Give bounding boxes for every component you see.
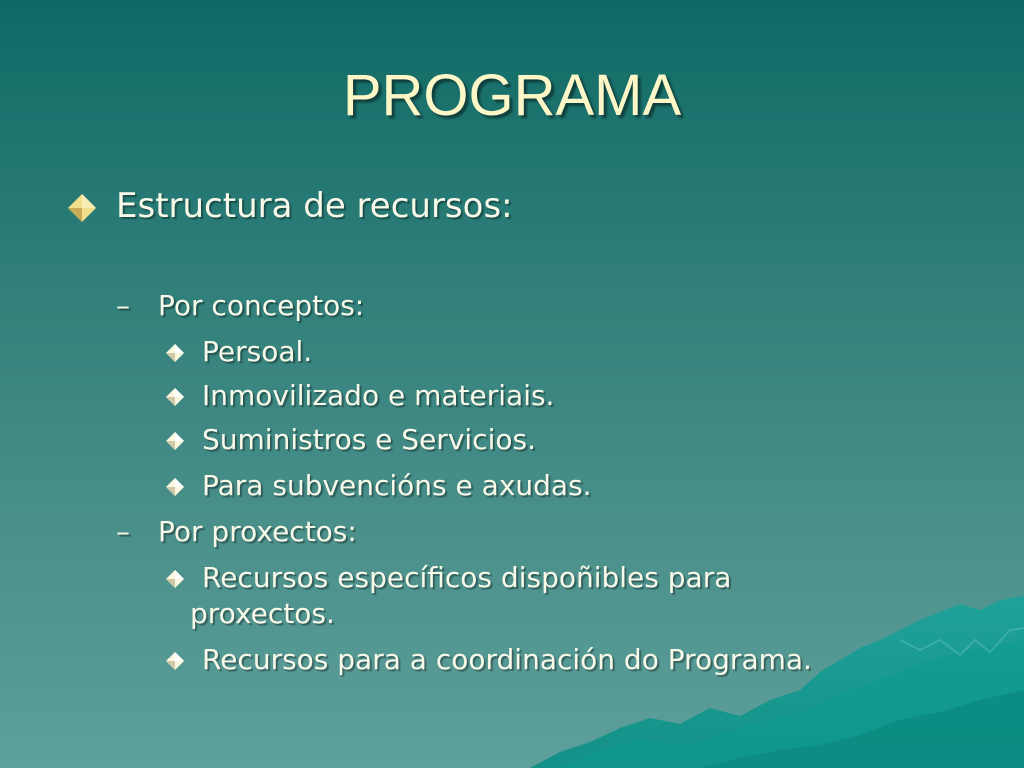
diamond-bullet-icon — [164, 386, 186, 408]
section-proxectos-label: Por proxectos: — [158, 515, 357, 548]
diamond-bullet-icon — [164, 650, 186, 672]
list-item — [164, 560, 731, 596]
diamond-bullet-icon — [164, 568, 186, 590]
dash-bullet: – — [116, 289, 130, 322]
diamond-bullet-icon — [164, 342, 186, 364]
list-item — [164, 334, 312, 370]
list-item-text: Inmovilizado e materiais. — [202, 379, 555, 412]
slide-title: PROGRAMA — [342, 63, 682, 128]
diamond-bullet-icon — [164, 430, 186, 452]
list-item-text: Recursos específicos dispoñibles para — [202, 561, 732, 594]
list-item — [164, 378, 554, 414]
list-item-text: Persoal. — [202, 335, 313, 368]
list-item-text: Suministros e Servicios. — [202, 423, 536, 456]
list-item — [164, 642, 812, 678]
list-item-continuation: proxectos. — [190, 597, 335, 630]
main-bullet-item — [64, 184, 513, 228]
section-conceptos — [116, 287, 364, 325]
list-item — [164, 468, 592, 504]
list-item — [164, 422, 536, 458]
diamond-bullet-icon — [64, 190, 100, 226]
list-item-text: Recursos para a coordinación do Programa. — [202, 643, 812, 676]
main-bullet-text: Estructura de recursos: — [116, 186, 513, 226]
section-conceptos-label: Por conceptos: — [158, 289, 365, 322]
dash-bullet: – — [116, 515, 130, 548]
section-proxectos — [116, 513, 357, 551]
list-item-text: Para subvencións e axudas. — [202, 469, 592, 502]
diamond-bullet-icon — [164, 476, 186, 498]
